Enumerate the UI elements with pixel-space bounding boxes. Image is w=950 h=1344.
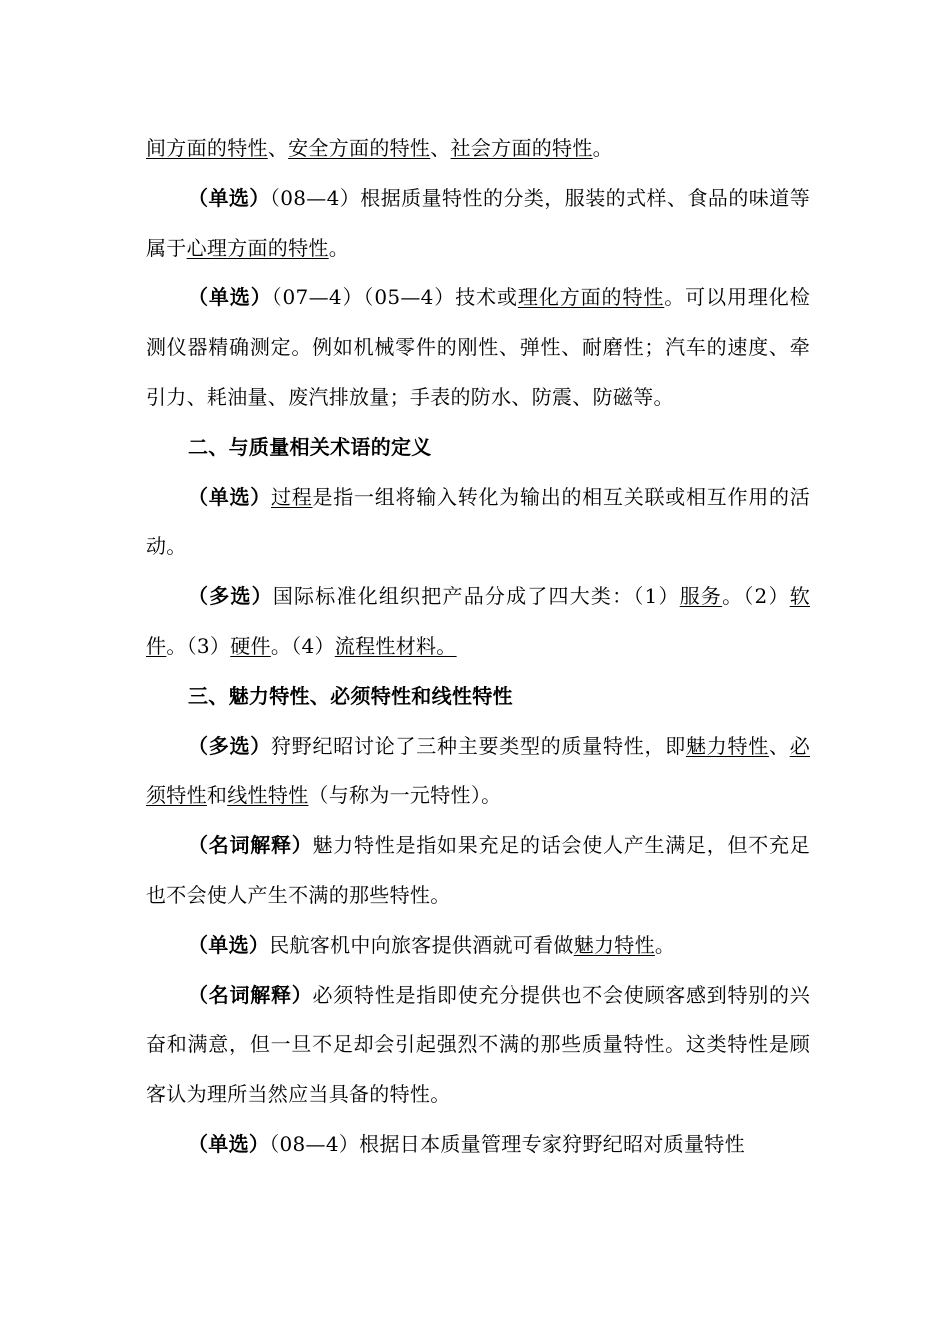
question-type-tag: （单选） bbox=[188, 185, 270, 210]
text-run: 。可以用理化检测仪器精确测定。例如机械零件的刚性、弹性、耐磨性；汽车的速度、牵引力、耗油量、废汽排放量；手表的防水、防震、防磁等。 bbox=[146, 285, 810, 409]
text-run: 。（2） bbox=[722, 584, 790, 609]
text-run: 。 bbox=[328, 235, 350, 260]
text-run: （08—4）根据质量特性的分类，服装的式样、食品的味道等属于 bbox=[146, 185, 811, 260]
underlined-term: 必须特性 bbox=[146, 733, 811, 808]
text-run: 、 bbox=[267, 136, 289, 160]
text-run: 、 bbox=[430, 136, 451, 160]
text-run: 。（4） bbox=[270, 633, 335, 658]
paragraph bbox=[146, 921, 810, 971]
underlined-term: 理化方面的特性 bbox=[517, 285, 665, 310]
document-page bbox=[146, 124, 810, 1170]
underlined-term: 流程性材料。 bbox=[334, 633, 457, 658]
section-heading bbox=[146, 423, 810, 473]
underlined-term: 硬件 bbox=[230, 633, 271, 658]
paragraph bbox=[146, 821, 810, 921]
text-run: 狩野纪昭讨论了三种主要类型的质量特性，即 bbox=[271, 733, 686, 758]
underlined-term: 服务 bbox=[679, 584, 723, 609]
paragraph bbox=[146, 124, 810, 174]
question-type-tag: （名词解释） bbox=[188, 982, 313, 1007]
text-run: 二、与质量相关术语的定义 bbox=[188, 434, 432, 459]
question-type-tag: （多选） bbox=[188, 733, 271, 758]
underlined-term: 社会方面的特性 bbox=[450, 136, 593, 160]
text-run: 。 bbox=[592, 136, 613, 160]
text-run: （与称为一元特性）。 bbox=[308, 783, 502, 808]
question-type-tag: （单选） bbox=[188, 932, 270, 957]
text-run: 和 bbox=[206, 783, 228, 808]
text-run: 。（3） bbox=[166, 633, 231, 658]
paragraph bbox=[146, 174, 810, 274]
paragraph bbox=[146, 971, 810, 1120]
underlined-term: 软件 bbox=[146, 584, 810, 658]
question-type-tag: （多选） bbox=[188, 584, 273, 609]
text-run: 是指一组将输入转化为输出的相互关联或相互作用的活动。 bbox=[146, 484, 810, 559]
underlined-term: 心理方面的特性 bbox=[186, 235, 329, 260]
paragraph bbox=[146, 722, 810, 822]
question-type-tag: （名词解释） bbox=[188, 833, 313, 858]
text-run: （08—4）根据日本质量管理专家狩野纪昭对质量特性 bbox=[269, 1131, 745, 1156]
text-run: 三、魅力特性、必须特性和线性特性 bbox=[188, 683, 513, 708]
text-run: 国际标准化组织把产品分成了四大类：（1） bbox=[272, 584, 680, 609]
text-run: 。 bbox=[654, 932, 676, 957]
underlined-term: 线性特性 bbox=[227, 783, 309, 808]
question-type-tag: （单选） bbox=[188, 484, 271, 509]
paragraph bbox=[146, 572, 810, 672]
underlined-term: 魅力特性 bbox=[685, 733, 769, 758]
text-run: 魅力特性是指如果充足的话会使人产生满足，但不充足也不会使人产生不满的那些特性。 bbox=[146, 833, 810, 907]
text-run: 、 bbox=[768, 733, 790, 758]
paragraph bbox=[146, 473, 810, 573]
underlined-term: 过程 bbox=[271, 484, 313, 509]
paragraph bbox=[146, 1120, 810, 1170]
underlined-term: 魅力特性 bbox=[573, 932, 655, 957]
section-heading bbox=[146, 672, 810, 722]
text-run: （07—4）（05—4）技术或 bbox=[271, 285, 518, 310]
question-type-tag: （单选） bbox=[188, 285, 272, 310]
text-run: 必须特性是指即使充分提供也不会使顾客感到特别的兴奋和满意，但一旦不足却会引起强烈不满的那些质量特性。这类特性是顾客认为理所当然应当具备的特性。 bbox=[146, 982, 810, 1107]
paragraph bbox=[146, 273, 810, 422]
underlined-term: 间方面的特性 bbox=[146, 136, 268, 160]
underlined-term: 安全方面的特性 bbox=[288, 136, 431, 160]
text-run: 民航客机中向旅客提供酒就可看做 bbox=[269, 932, 574, 957]
question-type-tag: （单选） bbox=[188, 1131, 270, 1156]
